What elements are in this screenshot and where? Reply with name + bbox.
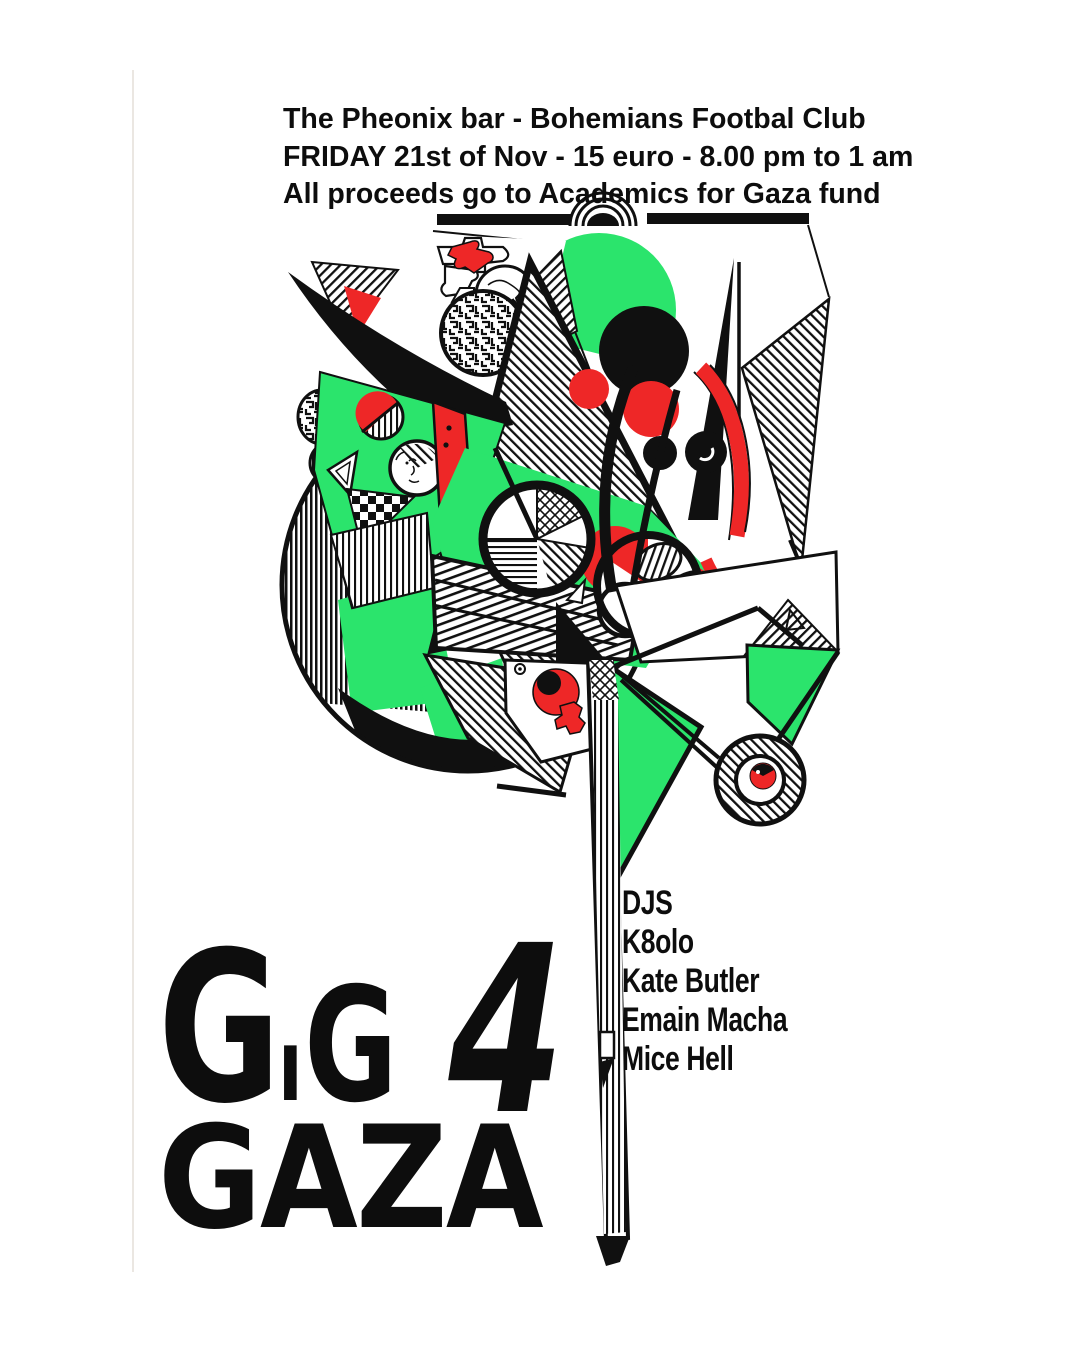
gig4-glyph: 4	[427, 896, 585, 1166]
lineup-item: Kate Butler	[622, 962, 760, 1000]
lineup-item: Mice Hell	[622, 1040, 734, 1078]
lineup-item: Emain Macha	[622, 1001, 788, 1039]
event-details	[283, 101, 913, 214]
lineup-item: K8olo	[622, 923, 694, 961]
venue-line: The Pheonix bar - Bohemians Footbal Club	[283, 103, 866, 135]
lineup-heading: DJS	[622, 884, 673, 922]
date-price-line: FRIDAY 21st of Nov - 15 euro - 8.00 pm to 1 am	[283, 140, 914, 173]
gig4-glyph: ı	[278, 1007, 303, 1124]
gaza-wordmark: GAZA	[158, 1096, 542, 1261]
dj-lineup	[622, 884, 787, 1079]
pennants	[606, 552, 838, 879]
gig4-glyph: G	[158, 908, 281, 1150]
proceeds-line: All proceeds go to Academics for Gaza fund	[283, 178, 881, 210]
gig4-glyph: G	[304, 954, 398, 1138]
